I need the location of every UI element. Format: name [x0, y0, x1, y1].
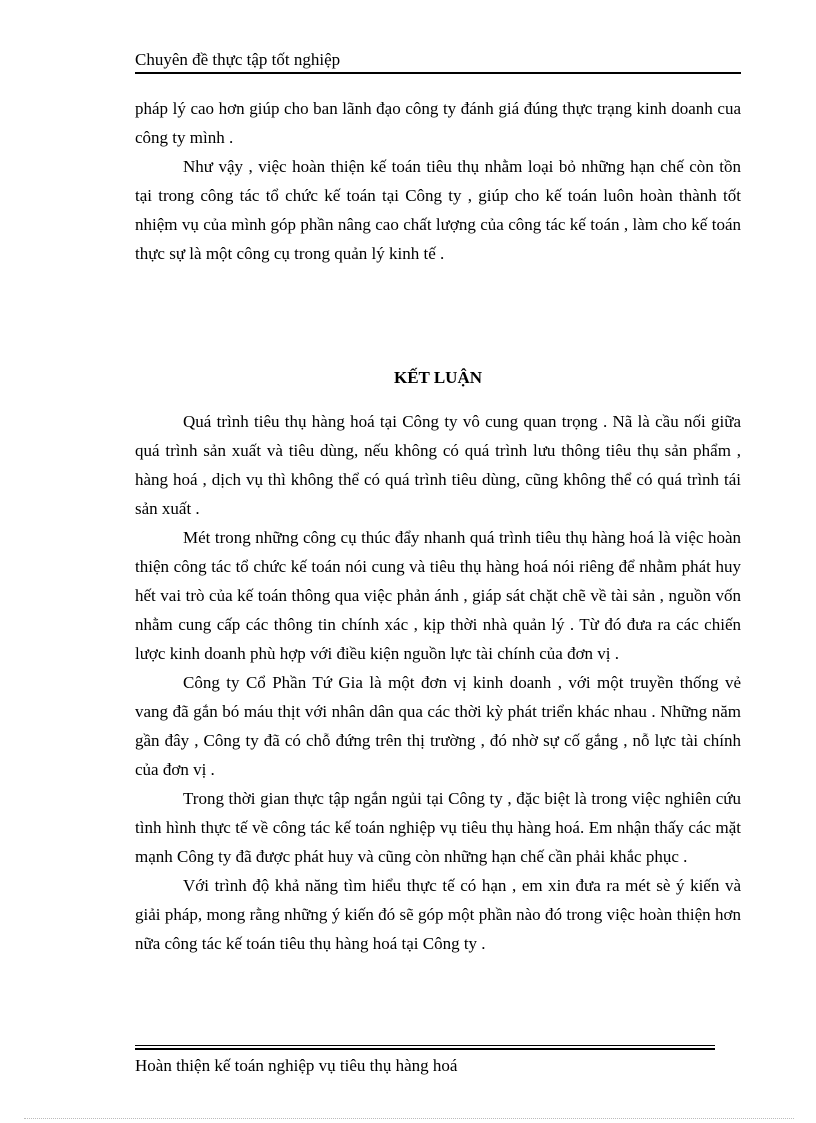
page-footer: Hoàn thiện kế toán nghiệp vụ tiêu thụ hàng hoá [135, 1056, 458, 1075]
conclusion-paragraph-4: Trong thời gian thực tập ngắn ngủi tại Công ty , đặc biệt là trong việc nghiên cứu tình hình thực tế về công tác kế toán nghiệp vụ tiêu thụ hàng hoá. Em nhận thấy các mặt mạnh Công ty đã được phát huy và cũng còn những hạn chế cần phải khắc phục . [135, 789, 741, 866]
conclusion-paragraph-3: Công ty Cổ Phần Tứ Gia là một đơn vị kinh doanh , với một truyền thống vẻ vang đã gắn bó máu thịt với nhân dân qua các thời kỳ phát triển khác nhau . Những năm gần đây , Công ty đã có chỗ đứng trên thị trường , đó nhờ sự cố gắng , nỗ lực tài chính của đơn vị . [135, 673, 741, 779]
intro-paragraph-1: pháp lý cao hơn giúp cho ban lãnh đạo công ty đánh giá đúng thực trạng kinh doanh cua công ty mình . [135, 99, 741, 147]
conclusion-paragraph-5: Với trình độ khả năng tìm hiểu thực tế có hạn , em xin đưa ra mét sè ý kiến và giải pháp, mong rằng những ý kiến đó sẽ góp một phần nào đó trong việc hoàn thiện hơn nữa công tác kế toán tiêu thụ hàng hoá tại Công ty . [135, 876, 741, 953]
intro-section [135, 94, 741, 268]
footer-divider [135, 1045, 715, 1050]
conclusion-paragraph-2: Mét trong những công cụ thúc đẩy nhanh quá trình tiêu thụ hàng hoá là việc hoàn thiện công tác tổ chức kế toán nói cung và tiêu thụ hàng hoá nói riêng để nhằm phát huy hết vai trò của kế toán thông qua việc phản ánh , giáp sát chặt chẽ về tài sản , nguồn vốn nhằm cung cấp các thông tin chính xác , kịp thời nhà quản lý . Từ đó đưa ra các chiến lược kinh doanh phù hợp với điều kiện nguồn lực tài chính của đơn vị . [135, 528, 741, 663]
conclusion-paragraph-1: Quá trình tiêu thụ hàng hoá tại Công ty vô cung quan trọng . Nã là cầu nối giữa quá trình sản xuất và tiêu dùng, nếu không có quá trình lưu thông tiêu thụ sản phẩm , hàng hoá , dịch vụ thì không thể có quá trình tiêu dùng, cũng không thể có quá trình tái sản xuất . [135, 412, 741, 518]
intro-paragraph-2: Như vậy , việc hoàn thiện kế toán tiêu thụ nhằm loại bỏ những hạn chế còn tồn tại trong công tác tổ chức kế toán tại Công ty , giúp cho kế toán luôn hoàn thành tốt nhiệm vụ của mình góp phần nâng cao chất lượng của công tác kế toán , làm cho kế toán thực sự là một công cụ trong quản lý kinh tế . [135, 157, 741, 263]
conclusion-title: KẾT LUẬN [393, 368, 482, 387]
page-header: Chuyên đề thực tập tốt nghiệp [135, 50, 741, 74]
conclusion-section [135, 407, 741, 958]
page-bottom-edge [24, 1118, 794, 1119]
